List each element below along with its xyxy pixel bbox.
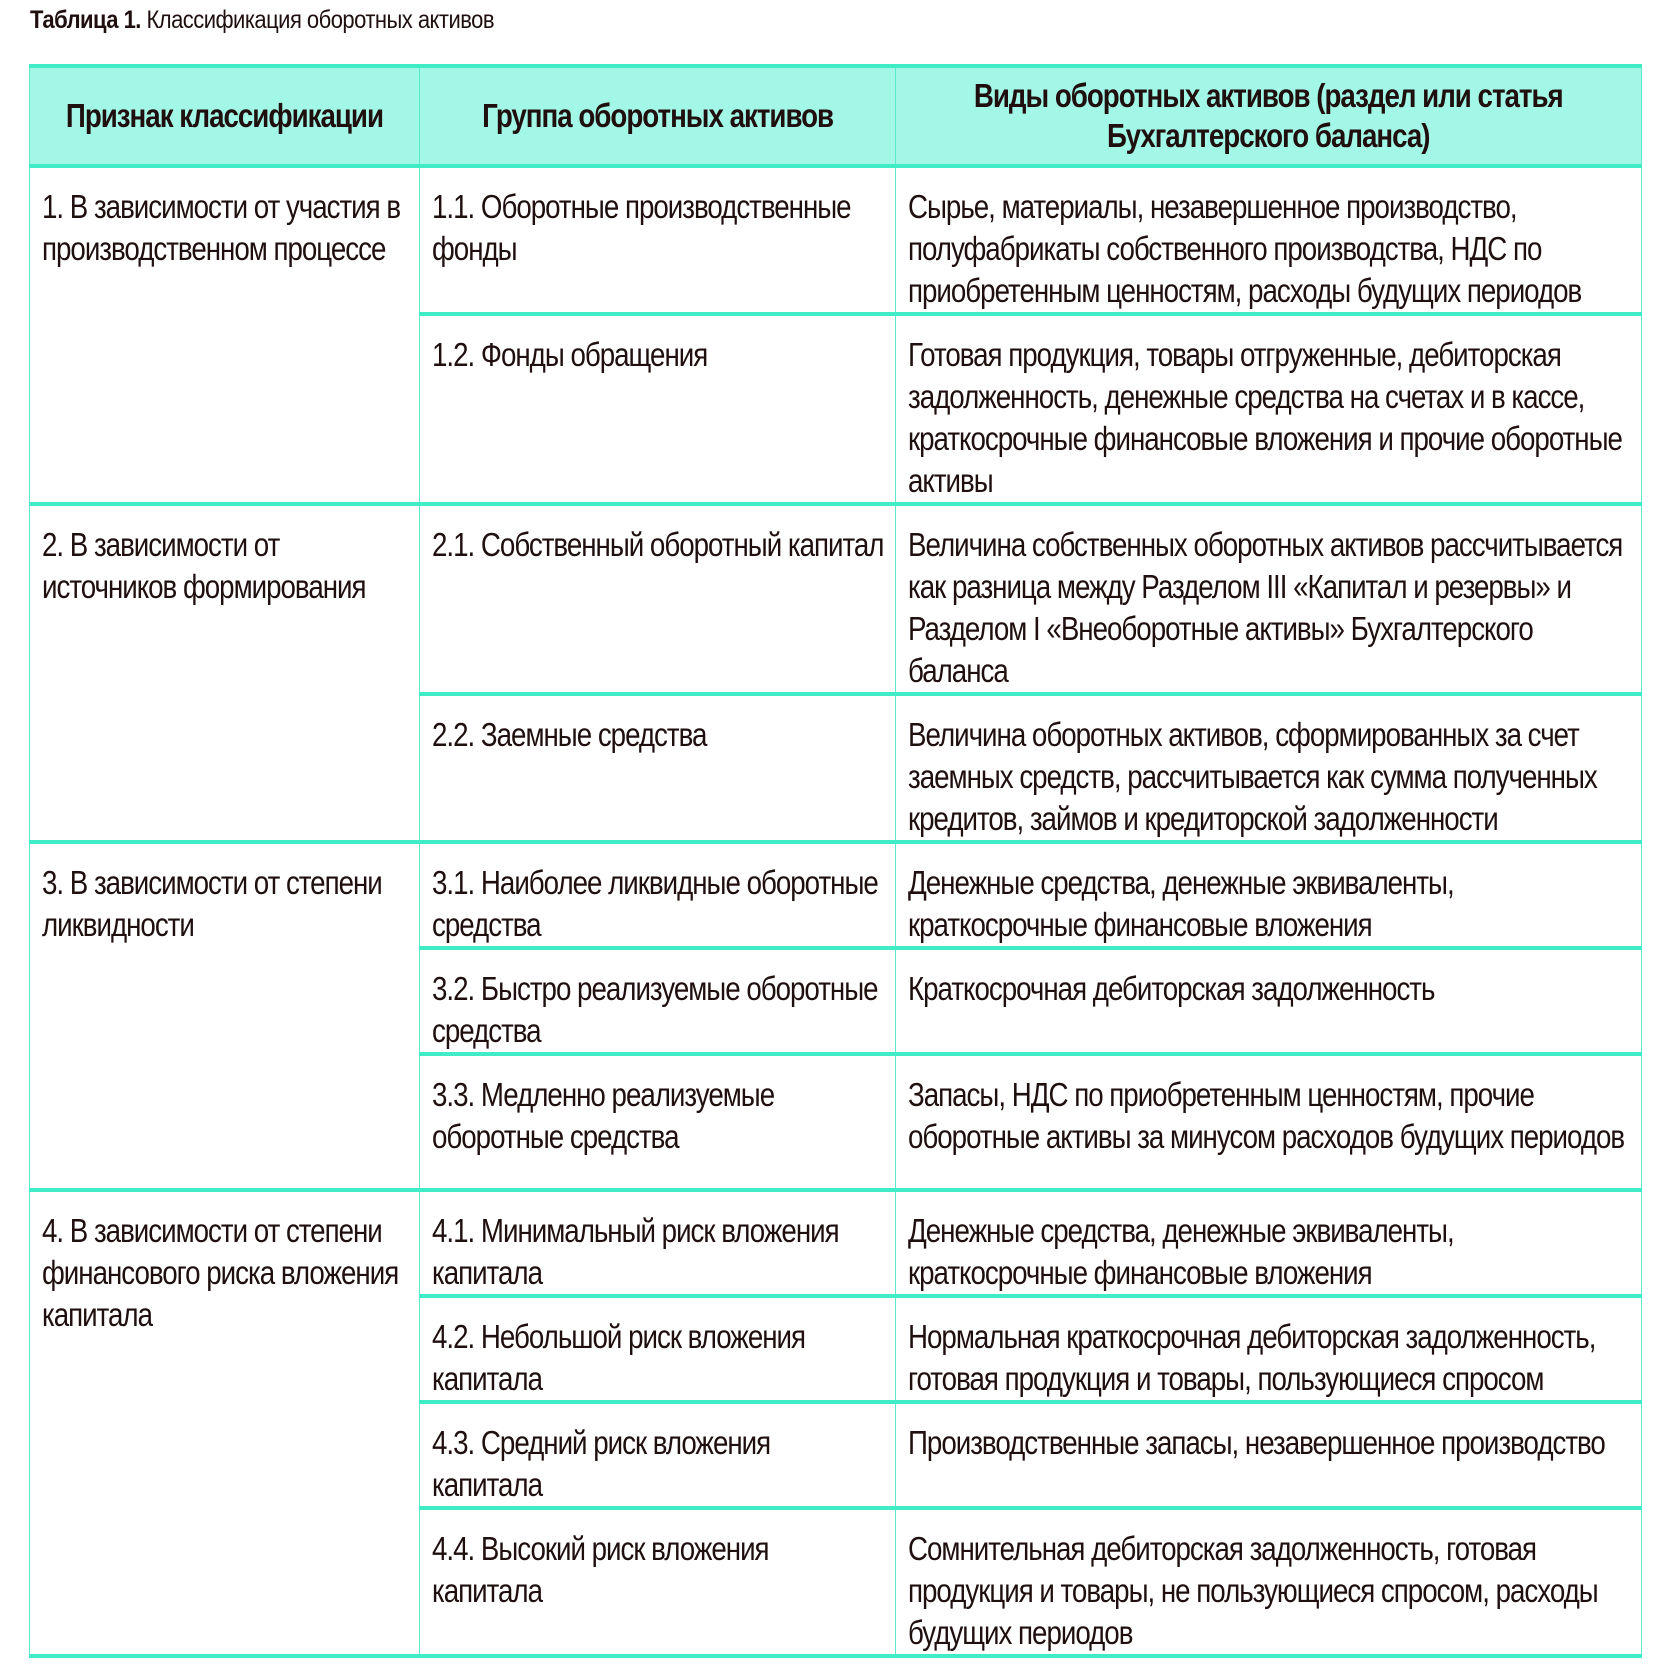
criterion-cell: 1. В зависимости от участия в производственном процессе <box>30 166 420 504</box>
group-cell: 1.2. Фонды обращения <box>420 314 896 504</box>
types-cell: Денежные средства, денежные эквиваленты, краткосрочные финансовые вложения <box>896 1190 1642 1296</box>
group-cell: 4.4. Высокий риск вложения капитала <box>420 1508 896 1656</box>
table-row <box>30 842 1642 948</box>
criterion-cell: 4. В зависимости от степени финансового риска вложения капитала <box>30 1190 420 1656</box>
table-row <box>30 166 1642 314</box>
caption-label: Таблица 1. <box>30 6 141 34</box>
header-types: Виды оборотных активов (раздел или статья Бухгалтерского баланса) <box>896 66 1642 166</box>
criterion-cell: 2. В зависимости от источников формирования <box>30 504 420 842</box>
types-cell: Запасы, НДС по приобретенным ценностям, прочие оборотные активы за минусом расходов будущих периодов <box>896 1054 1642 1190</box>
types-cell: Производственные запасы, незавершенное производство <box>896 1402 1642 1508</box>
caption-title: Классификация оборотных активов <box>146 6 494 34</box>
types-cell: Величина собственных оборотных активов рассчитывается как разница между Разделом III «Капитал и резервы» и Разделом I «Внеоборотные активы» Бухгалтерского баланса <box>896 504 1642 694</box>
group-cell: 3.1. Наиболее ликвидные оборотные средства <box>420 842 896 948</box>
types-cell: Краткосрочная дебиторская задолженность <box>896 948 1642 1054</box>
types-cell: Величина оборотных активов, сформированных за счет заемных средств, рассчитывается как сумма полученных кредитов, займов и кредиторской задолженности <box>896 694 1642 842</box>
group-cell: 4.3. Средний риск вложения капитала <box>420 1402 896 1508</box>
criterion-cell: 3. В зависимости от степени ликвидности <box>30 842 420 1190</box>
group-cell: 4.1. Минимальный риск вложения капитала <box>420 1190 896 1296</box>
group-cell: 3.2. Быстро реализуемые оборотные средства <box>420 948 896 1054</box>
types-cell: Сырье, материалы, незавершенное производство, полуфабрикаты собственного производства, НДС по приобретенным ценностям, расходы будущих периодов <box>896 166 1642 314</box>
table-row <box>30 504 1642 694</box>
group-cell: 3.3. Медленно реализуемые оборотные средства <box>420 1054 896 1190</box>
group-cell: 2.2. Заемные средства <box>420 694 896 842</box>
group-cell: 4.2. Небольшой риск вложения капитала <box>420 1296 896 1402</box>
header-row <box>30 66 1642 166</box>
group-cell: 2.1. Собственный оборотный капитал <box>420 504 896 694</box>
group-cell: 1.1. Оборотные производственные фонды <box>420 166 896 314</box>
table-row <box>30 1190 1642 1296</box>
header-criterion: Признак классификации <box>30 66 420 166</box>
types-cell: Готовая продукция, товары отгруженные, дебиторская задолженность, денежные средства на счетах и в кассе, краткосрочные финансовые вложения и прочие оборотные активы <box>896 314 1642 504</box>
types-cell: Сомнительная дебиторская задолженность, готовая продукция и товары, не пользующиеся спросом, расходы будущих периодов <box>896 1508 1642 1656</box>
classification-table <box>29 64 1642 1658</box>
header-group: Группа оборотных активов <box>420 66 896 166</box>
types-cell: Денежные средства, денежные эквиваленты, краткосрочные финансовые вложения <box>896 842 1642 948</box>
types-cell: Нормальная краткосрочная дебиторская задолженность, готовая продукция и товары, пользующиеся спросом <box>896 1296 1642 1402</box>
table-caption <box>30 6 494 35</box>
